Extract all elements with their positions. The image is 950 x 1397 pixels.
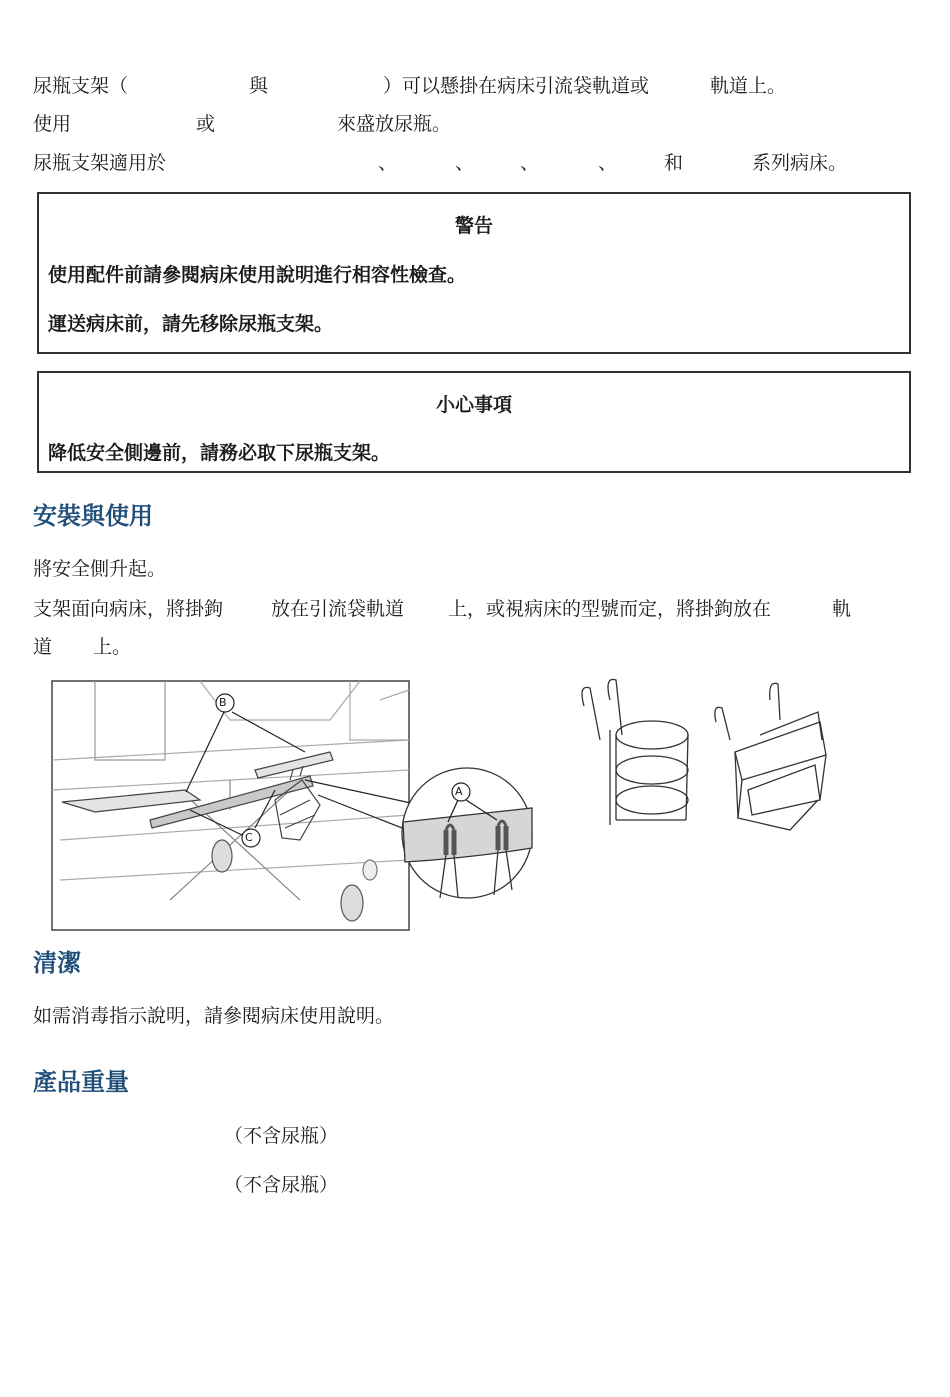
weight-heading: 產品重量: [33, 1068, 129, 1096]
install-step1: 將安全側升起。: [33, 558, 167, 580]
callout-a: A: [455, 785, 463, 798]
install-step2-line2-part1: 道: [33, 636, 53, 658]
install-step2-part4: 軌: [832, 598, 852, 620]
intro-line1-part2: 與: [249, 75, 269, 97]
intro-line2-part2: 或: [196, 113, 216, 135]
install-heading: 安裝與使用: [33, 502, 153, 530]
intro-line2-part1: 使用: [33, 113, 72, 135]
caution-item-1: 降低安全側邊前，請務必取下尿瓶支架。: [48, 442, 391, 464]
intro-line2-part3: 來盛放尿瓶。: [337, 113, 452, 135]
install-step2-line2-part2: 上。: [93, 636, 132, 658]
intro-line3-sep1: 、: [378, 152, 398, 174]
callout-b: B: [219, 696, 227, 709]
warning-item-2: 運送病床前，請先移除尿瓶支架。: [48, 313, 334, 335]
intro-line3-sep3: 、: [520, 152, 540, 174]
weight-row-1: （不含尿瓶）: [224, 1125, 339, 1147]
cleaning-heading: 清潔: [33, 949, 81, 977]
cleaning-text: 如需消毒指示說明，請參閱病床使用說明。: [33, 1005, 395, 1027]
intro-line3-and: 和: [664, 152, 684, 174]
callout-c: C: [245, 831, 253, 844]
install-step2-part1: 支架面向病床，將掛鉤: [33, 598, 224, 620]
intro-line3-sep2: 、: [455, 152, 475, 174]
install-step2-part2: 放在引流袋軌道: [271, 598, 405, 620]
intro-line3-end: 系列病床。: [752, 152, 848, 174]
intro-line1-part1: 尿瓶支架（: [33, 75, 129, 97]
install-step2-part3: 上，或視病床的型號而定，將掛鉤放在: [448, 598, 772, 620]
caution-title: 小心事項: [435, 394, 512, 416]
intro-line3-sep4: 、: [598, 152, 618, 174]
intro-line1-part4: 軌道上。: [710, 75, 787, 97]
intro-line3-part1: 尿瓶支架適用於: [33, 152, 167, 174]
warning-title: 警告: [454, 215, 493, 237]
intro-line1-part3: ）可以懸掛在病床引流袋軌道或: [383, 75, 650, 97]
weight-row-2: （不含尿瓶）: [224, 1174, 339, 1196]
warning-item-1: 使用配件前請參閱病床使用說明進行相容性檢查。: [48, 264, 467, 286]
